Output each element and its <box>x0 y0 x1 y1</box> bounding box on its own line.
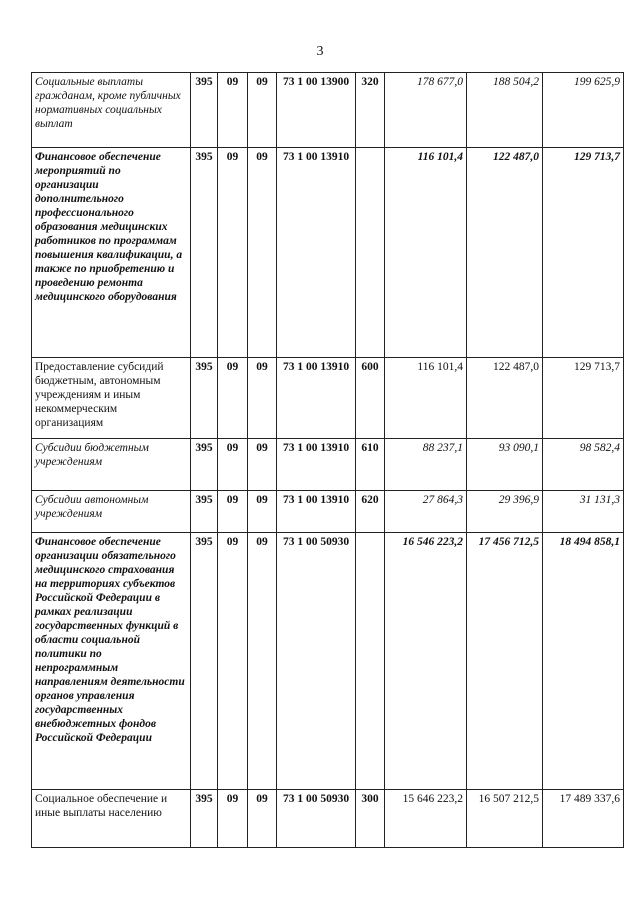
row-pr: 09 <box>248 73 277 148</box>
row-gr: 395 <box>191 358 218 439</box>
budget-table <box>31 72 624 848</box>
row-pr: 09 <box>248 533 277 790</box>
row-csr: 73 1 00 13910 <box>277 148 356 358</box>
table-row <box>32 439 624 491</box>
table-row <box>32 533 624 790</box>
row-rz: 09 <box>218 533 248 790</box>
row-year1: 116 101,4 <box>385 358 467 439</box>
row-year1: 15 646 223,2 <box>385 790 467 848</box>
row-year3: 98 582,4 <box>543 439 624 491</box>
row-year1: 178 677,0 <box>385 73 467 148</box>
row-gr: 395 <box>191 73 218 148</box>
row-name: Социальное обеспечение и иные выплаты населению <box>32 790 191 848</box>
table-row <box>32 73 624 148</box>
row-csr: 73 1 00 13900 <box>277 73 356 148</box>
row-rz: 09 <box>218 73 248 148</box>
row-pr: 09 <box>248 358 277 439</box>
row-year3: 129 713,7 <box>543 358 624 439</box>
row-year2: 93 090,1 <box>467 439 543 491</box>
row-rz: 09 <box>218 148 248 358</box>
table-row <box>32 148 624 358</box>
table-row <box>32 358 624 439</box>
row-name: Предоставление субсидий бюджетным, автономным учреждениям и иным некоммерческим организациям <box>32 358 191 439</box>
row-year2: 188 504,2 <box>467 73 543 148</box>
row-vr: 320 <box>356 73 385 148</box>
row-year1: 27 864,3 <box>385 491 467 533</box>
row-csr: 73 1 00 50930 <box>277 790 356 848</box>
row-name: Субсидии автономным учреждениям <box>32 491 191 533</box>
row-pr: 09 <box>248 439 277 491</box>
row-year3: 129 713,7 <box>543 148 624 358</box>
row-year2: 29 396,9 <box>467 491 543 533</box>
table-row <box>32 491 624 533</box>
row-year2: 122 487,0 <box>467 358 543 439</box>
row-name: Социальные выплаты гражданам, кроме публичных нормативных социальных выплат <box>32 73 191 148</box>
row-name: Финансовое обеспечение мероприятий по организации дополнительного профессионального образования медицинских работников по программам повышения квалификации, а также по приобретению и проведению ремонта медицинского оборудования <box>32 148 191 358</box>
row-pr: 09 <box>248 790 277 848</box>
row-year2: 122 487,0 <box>467 148 543 358</box>
row-year1: 16 546 223,2 <box>385 533 467 790</box>
row-year3: 17 489 337,6 <box>543 790 624 848</box>
row-year3: 199 625,9 <box>543 73 624 148</box>
row-vr: 300 <box>356 790 385 848</box>
row-year3: 18 494 858,1 <box>543 533 624 790</box>
row-year1: 116 101,4 <box>385 148 467 358</box>
row-gr: 395 <box>191 148 218 358</box>
row-gr: 395 <box>191 491 218 533</box>
row-vr: 600 <box>356 358 385 439</box>
row-pr: 09 <box>248 148 277 358</box>
row-year2: 16 507 212,5 <box>467 790 543 848</box>
row-rz: 09 <box>218 358 248 439</box>
row-year1: 88 237,1 <box>385 439 467 491</box>
row-vr <box>356 533 385 790</box>
row-csr: 73 1 00 13910 <box>277 491 356 533</box>
row-pr: 09 <box>248 491 277 533</box>
row-rz: 09 <box>218 491 248 533</box>
row-year2: 17 456 712,5 <box>467 533 543 790</box>
page-number: 3 <box>316 44 324 59</box>
row-name: Субсидии бюджетным учреждениям <box>32 439 191 491</box>
row-name: Финансовое обеспечение организации обязательного медицинского страхования на территориях субъектов Российской Федерации в рамках реализации государственных функций в области социальной политики по непрограммным направлениям деятельности органов управления государственных внебюджетных фондов Российской Федерации <box>32 533 191 790</box>
table-row <box>32 790 624 848</box>
row-year3: 31 131,3 <box>543 491 624 533</box>
row-csr: 73 1 00 13910 <box>277 439 356 491</box>
row-vr: 620 <box>356 491 385 533</box>
row-vr: 610 <box>356 439 385 491</box>
row-gr: 395 <box>191 790 218 848</box>
row-gr: 395 <box>191 533 218 790</box>
row-vr <box>356 148 385 358</box>
row-rz: 09 <box>218 439 248 491</box>
row-gr: 395 <box>191 439 218 491</box>
row-rz: 09 <box>218 790 248 848</box>
row-csr: 73 1 00 50930 <box>277 533 356 790</box>
row-csr: 73 1 00 13910 <box>277 358 356 439</box>
